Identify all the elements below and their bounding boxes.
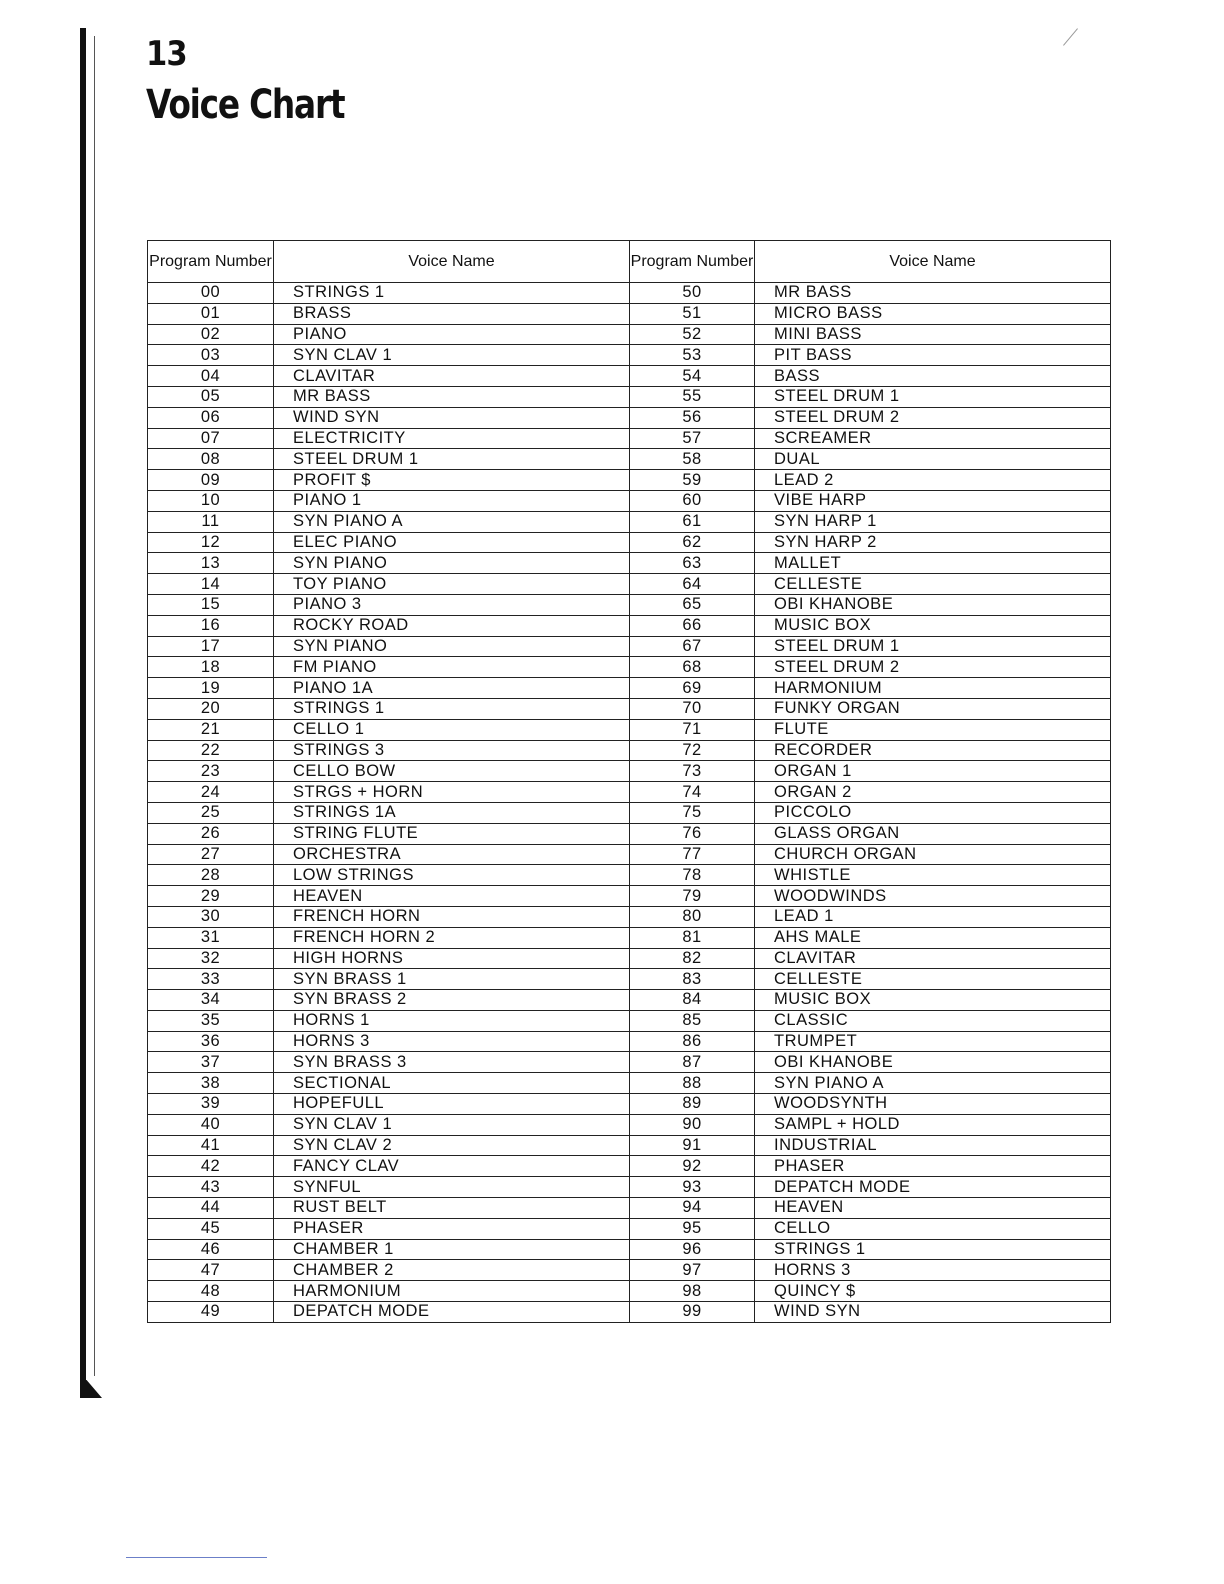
program-number-right: 69 [630, 678, 755, 699]
program-number-right: 64 [630, 574, 755, 595]
program-number-left: 06 [148, 407, 274, 428]
voice-name-left: STEEL DRUM 1 [274, 449, 630, 470]
table-row [148, 1218, 1111, 1239]
table-row [148, 698, 1111, 719]
program-number-right: 88 [630, 1073, 755, 1094]
voice-name-left: CHAMBER 2 [274, 1260, 630, 1281]
program-number-left: 19 [148, 678, 274, 699]
voice-name-right: STRINGS 1 [755, 1239, 1111, 1260]
program-number-left: 27 [148, 844, 274, 865]
program-number-right: 98 [630, 1281, 755, 1302]
voice-name-right: SYN HARP 1 [755, 511, 1111, 532]
voice-name-left: STRINGS 1A [274, 802, 630, 823]
table-row [148, 1010, 1111, 1031]
voice-name-right: HEAVEN [755, 1198, 1111, 1219]
table-row [148, 345, 1111, 366]
program-number-left: 24 [148, 782, 274, 803]
program-number-right: 75 [630, 802, 755, 823]
table-row [148, 782, 1111, 803]
voice-name-right: VIBE HARP [755, 490, 1111, 511]
table-row [148, 366, 1111, 387]
header-program-number-left: Program Number [148, 241, 274, 283]
program-number-left: 32 [148, 948, 274, 969]
table-row [148, 615, 1111, 636]
program-number-left: 05 [148, 386, 274, 407]
table-row [148, 657, 1111, 678]
program-number-right: 79 [630, 886, 755, 907]
voice-name-right: MINI BASS [755, 324, 1111, 345]
program-number-left: 28 [148, 865, 274, 886]
program-number-left: 14 [148, 574, 274, 595]
table-row [148, 511, 1111, 532]
table-row [148, 594, 1111, 615]
program-number-right: 61 [630, 511, 755, 532]
voice-name-left: HORNS 1 [274, 1010, 630, 1031]
table-row [148, 990, 1111, 1011]
voice-name-left: STRING FLUTE [274, 823, 630, 844]
voice-name-right: SAMPL + HOLD [755, 1114, 1111, 1135]
table-row [148, 1177, 1111, 1198]
program-number-left: 35 [148, 1010, 274, 1031]
voice-name-left: SYNFUL [274, 1177, 630, 1198]
voice-name-right: TRUMPET [755, 1031, 1111, 1052]
voice-name-left: PIANO 1 [274, 490, 630, 511]
program-number-right: 72 [630, 740, 755, 761]
binding-edge [80, 28, 86, 1398]
voice-name-left: CELLO 1 [274, 719, 630, 740]
voice-name-left: LOW STRINGS [274, 865, 630, 886]
voice-name-right: HORNS 3 [755, 1260, 1111, 1281]
voice-name-left: HIGH HORNS [274, 948, 630, 969]
voice-name-right: MUSIC BOX [755, 615, 1111, 636]
voice-name-right: WOODSYNTH [755, 1094, 1111, 1115]
voice-name-right: SCREAMER [755, 428, 1111, 449]
table-row [148, 636, 1111, 657]
voice-name-right: ORGAN 1 [755, 761, 1111, 782]
table-row [148, 906, 1111, 927]
voice-name-left: SYN BRASS 2 [274, 990, 630, 1011]
voice-name-left: ELECTRICITY [274, 428, 630, 449]
table-row [148, 470, 1111, 491]
table-row [148, 532, 1111, 553]
voice-name-left: HEAVEN [274, 886, 630, 907]
voice-name-right: CELLESTE [755, 969, 1111, 990]
voice-name-right: MALLET [755, 553, 1111, 574]
program-number-right: 96 [630, 1239, 755, 1260]
voice-name-left: FRENCH HORN 2 [274, 927, 630, 948]
voice-name-left: DEPATCH MODE [274, 1302, 630, 1323]
voice-name-right: INDUSTRIAL [755, 1135, 1111, 1156]
table-row [148, 761, 1111, 782]
binding-line [94, 36, 95, 1376]
table-row [148, 678, 1111, 699]
voice-name-right: GLASS ORGAN [755, 823, 1111, 844]
voice-name-right: CLASSIC [755, 1010, 1111, 1031]
voice-name-right: FUNKY ORGAN [755, 698, 1111, 719]
voice-name-right: DUAL [755, 449, 1111, 470]
program-number-right: 65 [630, 594, 755, 615]
voice-name-right: WIND SYN [755, 1302, 1111, 1323]
program-number-right: 97 [630, 1260, 755, 1281]
voice-name-left: PROFIT $ [274, 470, 630, 491]
program-number-left: 44 [148, 1198, 274, 1219]
voice-name-right: CELLESTE [755, 574, 1111, 595]
table-row [148, 865, 1111, 886]
voice-name-left: PIANO [274, 324, 630, 345]
program-number-left: 23 [148, 761, 274, 782]
program-number-right: 86 [630, 1031, 755, 1052]
voice-name-left: FRENCH HORN [274, 906, 630, 927]
voice-name-right: RECORDER [755, 740, 1111, 761]
table-row [148, 386, 1111, 407]
program-number-right: 53 [630, 345, 755, 366]
voice-name-left: FANCY CLAV [274, 1156, 630, 1177]
table-body [148, 283, 1111, 1323]
table-row [148, 490, 1111, 511]
table-row [148, 1031, 1111, 1052]
header-voice-name-right: Voice Name [755, 241, 1111, 283]
voice-name-right: DEPATCH MODE [755, 1177, 1111, 1198]
voice-name-left: PIANO 3 [274, 594, 630, 615]
voice-name-right: PICCOLO [755, 802, 1111, 823]
program-number-left: 18 [148, 657, 274, 678]
program-number-right: 93 [630, 1177, 755, 1198]
voice-name-left: CELLO BOW [274, 761, 630, 782]
voice-name-right: ORGAN 2 [755, 782, 1111, 803]
program-number-left: 22 [148, 740, 274, 761]
program-number-right: 74 [630, 782, 755, 803]
voice-name-right: OBI KHANOBE [755, 1052, 1111, 1073]
program-number-left: 45 [148, 1218, 274, 1239]
voice-name-right: HARMONIUM [755, 678, 1111, 699]
program-number-right: 67 [630, 636, 755, 657]
program-number-left: 00 [148, 283, 274, 304]
voice-name-left: STRINGS 1 [274, 283, 630, 304]
program-number-right: 85 [630, 1010, 755, 1031]
table-row [148, 886, 1111, 907]
voice-name-right: PIT BASS [755, 345, 1111, 366]
voice-name-left: ROCKY ROAD [274, 615, 630, 636]
table-row [148, 1198, 1111, 1219]
voice-name-left: MR BASS [274, 386, 630, 407]
voice-name-right: STEEL DRUM 1 [755, 386, 1111, 407]
chapter-number: 13 [146, 34, 187, 74]
program-number-left: 29 [148, 886, 274, 907]
voice-name-right: CLAVITAR [755, 948, 1111, 969]
program-number-right: 73 [630, 761, 755, 782]
voice-name-left: SYN PIANO [274, 636, 630, 657]
program-number-left: 47 [148, 1260, 274, 1281]
voice-name-right: WHISTLE [755, 865, 1111, 886]
table-row [148, 927, 1111, 948]
footer-rule [126, 1557, 267, 1558]
voice-name-right: CHURCH ORGAN [755, 844, 1111, 865]
program-number-left: 39 [148, 1094, 274, 1115]
voice-name-right: QUINCY $ [755, 1281, 1111, 1302]
program-number-right: 51 [630, 303, 755, 324]
program-number-left: 08 [148, 449, 274, 470]
program-number-left: 41 [148, 1135, 274, 1156]
program-number-right: 80 [630, 906, 755, 927]
stray-mark [1063, 28, 1078, 45]
table-row [148, 1260, 1111, 1281]
voice-name-right: MUSIC BOX [755, 990, 1111, 1011]
table-row [148, 1239, 1111, 1260]
program-number-right: 68 [630, 657, 755, 678]
voice-name-left: PIANO 1A [274, 678, 630, 699]
program-number-right: 92 [630, 1156, 755, 1177]
program-number-right: 78 [630, 865, 755, 886]
voice-name-left: ORCHESTRA [274, 844, 630, 865]
program-number-left: 02 [148, 324, 274, 345]
voice-name-right: FLUTE [755, 719, 1111, 740]
table-row [148, 1073, 1111, 1094]
voice-name-left: PHASER [274, 1218, 630, 1239]
program-number-right: 62 [630, 532, 755, 553]
table-row [148, 844, 1111, 865]
voice-name-right: MICRO BASS [755, 303, 1111, 324]
program-number-left: 21 [148, 719, 274, 740]
table-row [148, 407, 1111, 428]
program-number-right: 82 [630, 948, 755, 969]
program-number-left: 20 [148, 698, 274, 719]
program-number-right: 76 [630, 823, 755, 844]
voice-name-left: SYN BRASS 3 [274, 1052, 630, 1073]
voice-name-right: BASS [755, 366, 1111, 387]
program-number-right: 89 [630, 1094, 755, 1115]
table-row [148, 553, 1111, 574]
voice-name-left: CHAMBER 1 [274, 1239, 630, 1260]
program-number-left: 42 [148, 1156, 274, 1177]
program-number-left: 13 [148, 553, 274, 574]
table-row [148, 428, 1111, 449]
voice-name-left: TOY PIANO [274, 574, 630, 595]
program-number-right: 59 [630, 470, 755, 491]
program-number-right: 58 [630, 449, 755, 470]
program-number-right: 87 [630, 1052, 755, 1073]
program-number-right: 83 [630, 969, 755, 990]
program-number-left: 10 [148, 490, 274, 511]
voice-name-left: HORNS 3 [274, 1031, 630, 1052]
program-number-left: 30 [148, 906, 274, 927]
voice-name-right: OBI KHANOBE [755, 594, 1111, 615]
binding-foot [80, 1380, 102, 1398]
voice-name-right: STEEL DRUM 2 [755, 407, 1111, 428]
program-number-left: 48 [148, 1281, 274, 1302]
program-number-left: 34 [148, 990, 274, 1011]
program-number-right: 60 [630, 490, 755, 511]
program-number-right: 52 [630, 324, 755, 345]
table-row [148, 969, 1111, 990]
program-number-right: 57 [630, 428, 755, 449]
voice-name-left: HOPEFULL [274, 1094, 630, 1115]
voice-name-right: MR BASS [755, 283, 1111, 304]
program-number-left: 11 [148, 511, 274, 532]
page-title: Voice Chart [146, 82, 345, 128]
voice-name-left: ELEC PIANO [274, 532, 630, 553]
voice-name-left: RUST BELT [274, 1198, 630, 1219]
voice-name-left: STRINGS 3 [274, 740, 630, 761]
voice-name-left: SYN CLAV 2 [274, 1135, 630, 1156]
program-number-left: 09 [148, 470, 274, 491]
program-number-left: 31 [148, 927, 274, 948]
table-row [148, 1114, 1111, 1135]
header-voice-name-left: Voice Name [274, 241, 630, 283]
table-row [148, 740, 1111, 761]
program-number-left: 25 [148, 802, 274, 823]
program-number-left: 40 [148, 1114, 274, 1135]
table-row [148, 324, 1111, 345]
table-row [148, 1302, 1111, 1323]
table-row [148, 1135, 1111, 1156]
program-number-right: 90 [630, 1114, 755, 1135]
table-row [148, 1094, 1111, 1115]
voice-name-right: STEEL DRUM 2 [755, 657, 1111, 678]
voice-name-left: STRGS + HORN [274, 782, 630, 803]
header-program-number-right: Program Number [630, 241, 755, 283]
voice-name-right: LEAD 2 [755, 470, 1111, 491]
voice-name-right: SYN PIANO A [755, 1073, 1111, 1094]
program-number-right: 94 [630, 1198, 755, 1219]
voice-name-left: BRASS [274, 303, 630, 324]
table-row [148, 1281, 1111, 1302]
program-number-right: 70 [630, 698, 755, 719]
table-row [148, 449, 1111, 470]
program-number-left: 03 [148, 345, 274, 366]
program-number-right: 54 [630, 366, 755, 387]
program-number-right: 95 [630, 1218, 755, 1239]
table-row [148, 283, 1111, 304]
table-header-row [148, 241, 1111, 283]
voice-name-left: SECTIONAL [274, 1073, 630, 1094]
voice-name-right: PHASER [755, 1156, 1111, 1177]
program-number-left: 16 [148, 615, 274, 636]
voice-name-right: CELLO [755, 1218, 1111, 1239]
voice-chart-table [147, 240, 1111, 1323]
program-number-left: 36 [148, 1031, 274, 1052]
program-number-right: 84 [630, 990, 755, 1011]
voice-name-right: STEEL DRUM 1 [755, 636, 1111, 657]
program-number-right: 91 [630, 1135, 755, 1156]
program-number-left: 49 [148, 1302, 274, 1323]
voice-name-left: SYN BRASS 1 [274, 969, 630, 990]
voice-name-left: SYN CLAV 1 [274, 345, 630, 366]
table-row [148, 303, 1111, 324]
voice-name-left: HARMONIUM [274, 1281, 630, 1302]
program-number-left: 37 [148, 1052, 274, 1073]
program-number-left: 04 [148, 366, 274, 387]
program-number-left: 33 [148, 969, 274, 990]
program-number-right: 66 [630, 615, 755, 636]
program-number-right: 63 [630, 553, 755, 574]
program-number-left: 17 [148, 636, 274, 657]
voice-name-left: WIND SYN [274, 407, 630, 428]
table-row [148, 823, 1111, 844]
table-row [148, 1156, 1111, 1177]
table-row [148, 948, 1111, 969]
program-number-right: 50 [630, 283, 755, 304]
program-number-right: 55 [630, 386, 755, 407]
table-row [148, 574, 1111, 595]
program-number-right: 56 [630, 407, 755, 428]
voice-name-left: SYN PIANO [274, 553, 630, 574]
program-number-left: 46 [148, 1239, 274, 1260]
voice-name-left: FM PIANO [274, 657, 630, 678]
table-row [148, 719, 1111, 740]
program-number-left: 01 [148, 303, 274, 324]
table-row [148, 1052, 1111, 1073]
program-number-left: 12 [148, 532, 274, 553]
program-number-left: 07 [148, 428, 274, 449]
program-number-left: 38 [148, 1073, 274, 1094]
program-number-right: 81 [630, 927, 755, 948]
program-number-right: 71 [630, 719, 755, 740]
voice-name-right: WOODWINDS [755, 886, 1111, 907]
voice-name-left: CLAVITAR [274, 366, 630, 387]
voice-name-right: LEAD 1 [755, 906, 1111, 927]
voice-name-right: AHS MALE [755, 927, 1111, 948]
voice-name-left: STRINGS 1 [274, 698, 630, 719]
program-number-right: 77 [630, 844, 755, 865]
program-number-left: 26 [148, 823, 274, 844]
voice-name-left: SYN PIANO A [274, 511, 630, 532]
program-number-left: 15 [148, 594, 274, 615]
voice-name-right: SYN HARP 2 [755, 532, 1111, 553]
program-number-left: 43 [148, 1177, 274, 1198]
voice-name-left: SYN CLAV 1 [274, 1114, 630, 1135]
table-row [148, 802, 1111, 823]
program-number-right: 99 [630, 1302, 755, 1323]
